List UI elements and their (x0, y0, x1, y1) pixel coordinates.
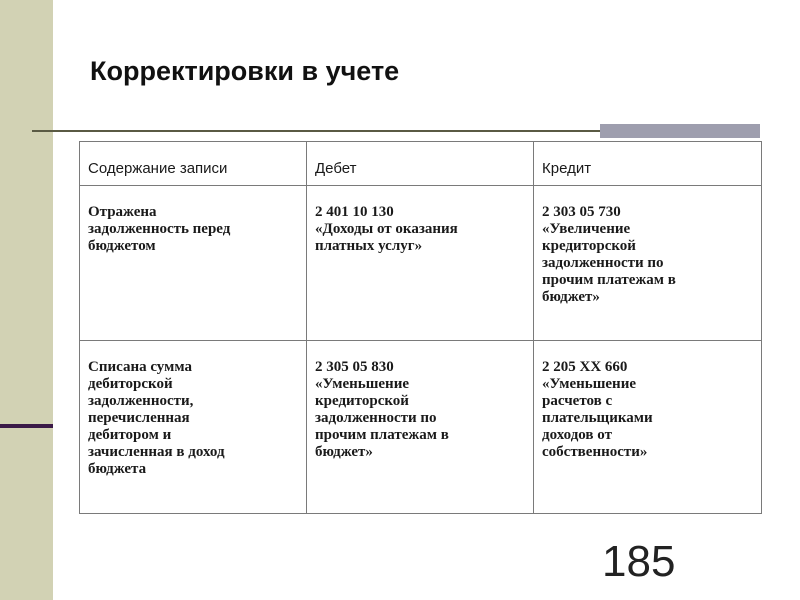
table-row (80, 186, 762, 341)
header-debit: Дебет (307, 142, 534, 186)
slide-title: Корректировки в учете (90, 56, 400, 86)
left-decorative-band (0, 0, 53, 600)
header-content: Содержание записи (80, 142, 307, 186)
table-header-row (80, 142, 762, 186)
divider-accent-block (600, 124, 760, 138)
header-credit: Кредит (534, 142, 762, 186)
row2-credit-cell: 2 205 XX 660 «Уменьшение расчетов с плательщиками доходов от собственности» (534, 341, 762, 514)
row1-credit-cell: 2 303 05 730 «Увеличение кредиторской задолженности по прочим платежам в бюджет» (534, 186, 762, 341)
table-row (80, 341, 762, 514)
row2-content-cell: Списана сумма дебиторской задолженности, перечисленная дебитором и зачисленная в доход бюджета (80, 341, 307, 514)
page-number: 185 (602, 537, 676, 586)
row2-debit-cell: 2 305 05 830 «Уменьшение кредиторской задолженности по прочим платежам в бюджет» (307, 341, 534, 514)
row1-debit-cell: 2 401 10 130 «Доходы от оказания платных услуг» (307, 186, 534, 341)
entries-table (79, 141, 762, 514)
row1-content-cell: Отражена задолженность перед бюджетом (80, 186, 307, 341)
left-band-accent-line (0, 424, 53, 428)
